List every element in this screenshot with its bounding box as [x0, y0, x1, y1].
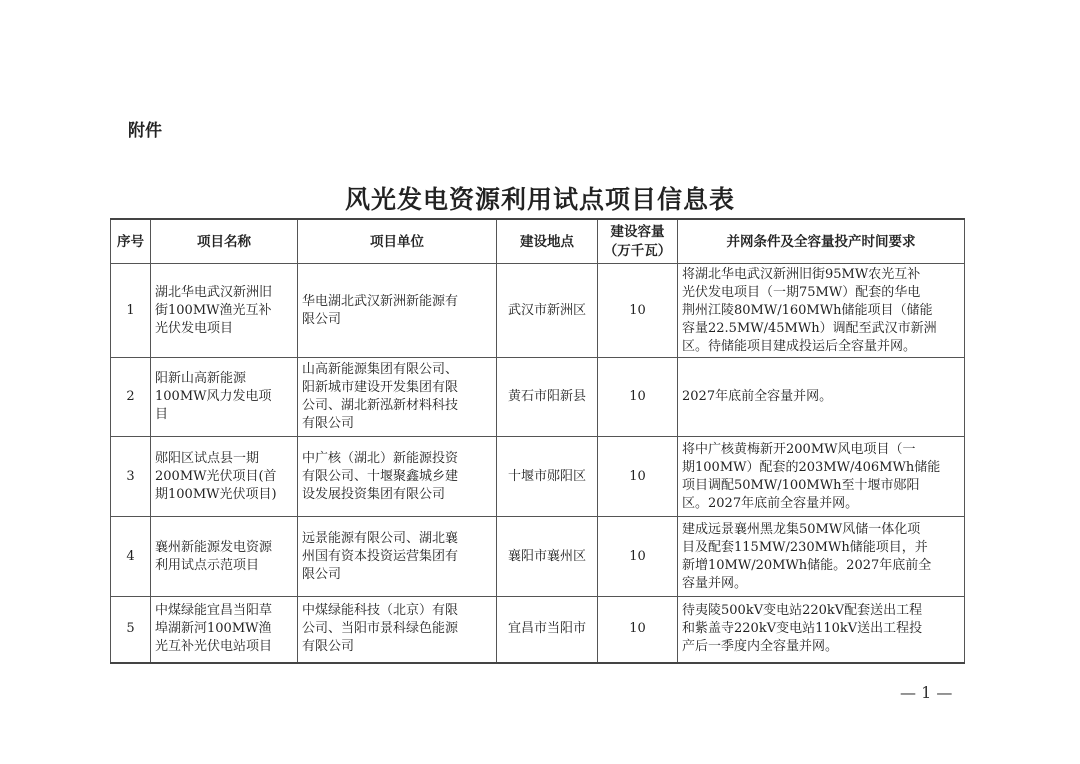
project-name-line: 阳新山高新能源: [155, 371, 247, 386]
header-capacity: 建设容量 （万千瓦）: [598, 219, 678, 264]
project-unit-line: 限公司: [302, 566, 342, 582]
project-unit: [298, 358, 497, 437]
project-name-line: 目: [155, 407, 169, 422]
grid-requirement-line: 新增10MW/20MWh储能。2027年底前全: [682, 557, 932, 573]
header-requirement: 并网条件及全容量投产时间要求: [678, 219, 965, 264]
project-name-line: 期100MW光伏项目): [155, 486, 277, 502]
project-capacity: 10: [598, 264, 678, 358]
table-row: [111, 597, 965, 663]
project-unit: [298, 597, 497, 663]
table-row: [111, 358, 965, 437]
project-unit-line: 远景能源有限公司、湖北襄: [302, 530, 459, 546]
project-unit-line: 有限公司、十堰聚鑫城乡建: [302, 468, 459, 484]
grid-requirement: [678, 437, 965, 517]
grid-requirement-line: 荆州江陵80MW/160MWh储能项目（储能: [682, 302, 933, 318]
grid-requirement-line: 区。待储能项目建成投运后全容量并网。: [682, 338, 917, 354]
project-name-line: 中煤绿能宜昌当阳草: [155, 603, 273, 619]
document-title: 风光发电资源利用试点项目信息表: [344, 185, 735, 214]
project-unit-line: 中广核（湖北）新能源投资: [302, 450, 459, 466]
project-name-line: 湖北华电武汉新洲旧: [155, 284, 273, 300]
project-name-line: 利用试点示范项目: [155, 557, 260, 573]
grid-requirement-line: 将中广核黄梅新开200MW风电项目（一: [682, 441, 916, 457]
grid-requirement-line: 容量并网。: [682, 575, 748, 591]
grid-requirement-line: 期100MW）配套的203MW/406MWh储能: [682, 459, 941, 475]
grid-requirement: [678, 358, 965, 437]
project-name: [151, 264, 298, 358]
header-location: 建设地点: [497, 219, 598, 264]
project-unit: [298, 517, 497, 597]
header-project-name: 项目名称: [151, 219, 298, 264]
project-name-line: 埠湖新河100MW渔: [155, 621, 272, 637]
row-number: 2: [111, 358, 151, 437]
project-unit-line: 华电湖北武汉新洲新能源有: [302, 293, 459, 309]
project-location: 宜昌市当阳市: [497, 597, 598, 663]
project-name: [151, 358, 298, 437]
page-number: — 1 —: [900, 683, 953, 702]
grid-requirement: [678, 517, 965, 597]
project-unit-line: 公司、当阳市景科绿色能源: [302, 621, 459, 637]
grid-requirement-line: 和紫盖寺220kV变电站110kV送出工程投: [682, 621, 923, 637]
attachment-label: 附件: [128, 121, 162, 141]
project-unit-line: 有限公司: [302, 639, 355, 655]
grid-requirement-line: 项目调配50MW/100MWh至十堰市郧阳: [682, 477, 920, 493]
project-name: [151, 517, 298, 597]
row-number: 1: [111, 264, 151, 358]
table-row: [111, 437, 965, 517]
project-name-line: 郧阳区试点县一期: [155, 450, 260, 466]
project-capacity: 10: [598, 437, 678, 517]
header-project-unit: 项目单位: [298, 219, 497, 264]
header-no: 序号: [111, 219, 151, 264]
project-location: 黄石市阳新县: [497, 358, 598, 437]
row-number: 4: [111, 517, 151, 597]
project-unit-line: 州国有资本投资运营集团有: [302, 548, 459, 564]
project-unit-line: 阳新城市建设开发集团有限: [302, 380, 459, 395]
project-unit-line: 公司、湖北新泓新材料科技: [302, 398, 459, 413]
project-unit-line: 限公司: [302, 311, 342, 327]
table-row: [111, 264, 965, 358]
grid-requirement-line: 容量22.5MW/45MWh）调配至武汉市新洲: [682, 320, 937, 336]
project-name: [151, 597, 298, 663]
project-capacity: 10: [598, 517, 678, 597]
project-unit-line: 有限公司: [302, 416, 355, 431]
row-number: 3: [111, 437, 151, 517]
project-name: [151, 437, 298, 517]
grid-requirement-line: 目及配套115MW/230MWh储能项目，并: [682, 539, 928, 555]
project-unit-line: 山高新能源集团有限公司、: [302, 362, 459, 377]
table-header-row: [111, 219, 965, 264]
project-name-line: 光互补光伏电站项目: [155, 639, 273, 655]
project-unit: [298, 437, 497, 517]
grid-requirement-line: 待夷陵500kV变电站220kV配套送出工程: [682, 603, 923, 619]
grid-requirement-line: 2027年底前全容量并网。: [682, 389, 833, 404]
grid-requirement-line: 将湖北华电武汉新洲旧街95MW农光互补: [682, 266, 921, 282]
project-name-line: 100MW风力发电项: [155, 389, 272, 404]
project-capacity: 10: [598, 358, 678, 437]
grid-requirement-line: 区。2027年底前全容量并网。: [682, 495, 859, 511]
grid-requirement-line: 光伏发电项目（一期75MW）配套的华电: [682, 284, 921, 300]
grid-requirement: [678, 597, 965, 663]
row-number: 5: [111, 597, 151, 663]
project-name-line: 200MW光伏项目(首: [155, 468, 277, 484]
project-name-line: 襄州新能源发电资源: [155, 539, 273, 555]
project-unit-line: 设发展投资集团有限公司: [302, 486, 446, 502]
project-unit-line: 中煤绿能科技（北京）有限: [302, 603, 459, 619]
project-unit: [298, 264, 497, 358]
project-location: 襄阳市襄州区: [497, 517, 598, 597]
project-location: 武汉市新洲区: [497, 264, 598, 358]
grid-requirement-line: 产后一季度内全容量并网。: [682, 639, 839, 655]
grid-requirement: [678, 264, 965, 358]
project-location: 十堰市郧阳区: [497, 437, 598, 517]
project-name-line: 光伏发电项目: [155, 320, 234, 336]
project-capacity: 10: [598, 597, 678, 663]
table-row: [111, 517, 965, 597]
grid-requirement-line: 建成远景襄州黑龙集50MW风储一体化项: [682, 521, 921, 537]
project-name-line: 街100MW渔光互补: [155, 302, 272, 318]
project-table: [110, 218, 965, 664]
